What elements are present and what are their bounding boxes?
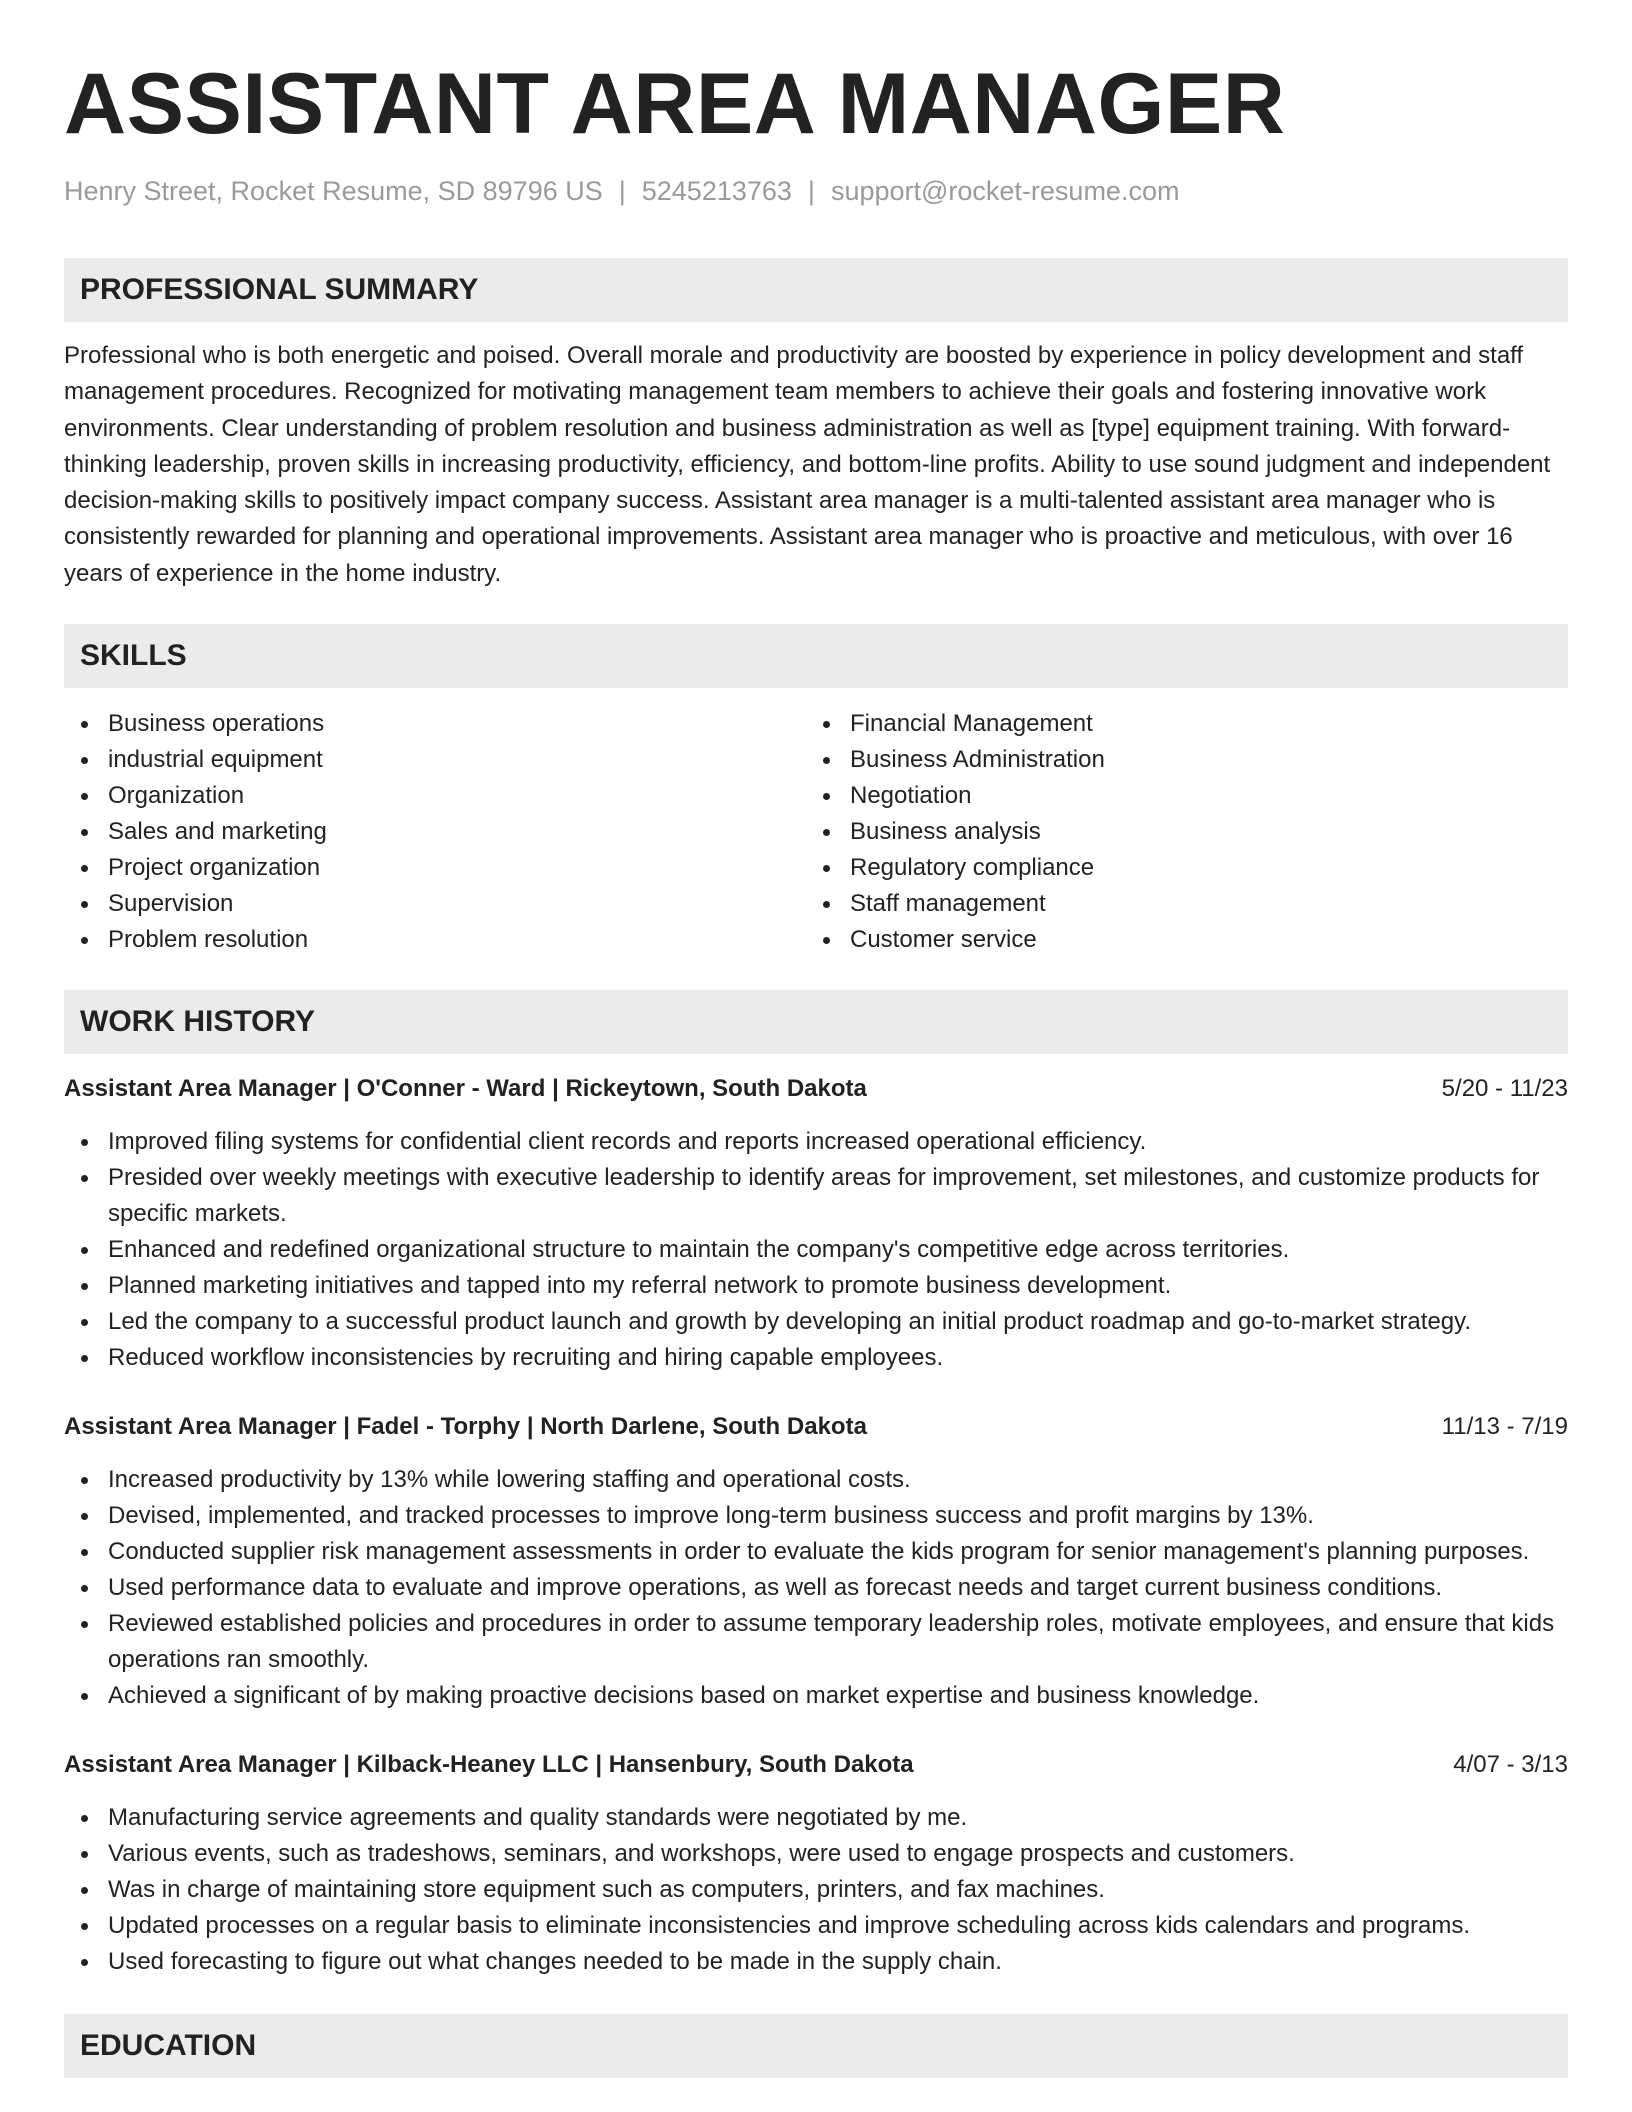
job-dates: 4/07 - 3/13 [1453,1751,1568,1779]
job-bullet: Was in charge of maintaining store equipment such as computers, printers, and fax machines. [64,1872,1568,1908]
resume-title: ASSISTANT AREA MANAGER [64,56,1286,152]
job-bullet: Updated processes on a regular basis to eliminate inconsistencies and improve scheduling across kids calendars and programs. [64,1908,1568,1944]
job-bullet: Used performance data to evaluate and improve operations, as well as forecast needs and target current business conditions. [64,1570,1568,1606]
section-header-education: EDUCATION [64,2014,1568,2078]
job-bullet: Led the company to a successful product launch and growth by developing an initial product roadmap and go-to-market strategy. [64,1304,1568,1340]
contact-phone: 5245213763 [641,176,792,206]
skill-item: Project organization [64,850,806,886]
job-bullet: Used forecasting to figure out what changes needed to be made in the supply chain. [64,1944,1568,1980]
job-dates: 11/13 - 7/19 [1441,1413,1568,1441]
skill-item: Sales and marketing [64,814,806,850]
job-entry [64,1410,1568,1714]
skill-item: Staff management [806,886,1566,922]
job-bullet: Enhanced and redefined organizational structure to maintain the company's competitive edge across territories. [64,1232,1568,1268]
skill-item: Problem resolution [64,922,806,958]
job-title: Assistant Area Manager | Kilback-Heaney LLC | Hansenbury, South Dakota [64,1751,914,1779]
section-header-work-history: WORK HISTORY [64,990,1568,1054]
contact-separator: | [807,176,815,206]
skill-item: Customer service [806,922,1566,958]
job-bullet: Increased productivity by 13% while lowering staffing and operational costs. [64,1462,1568,1498]
contact-separator: | [618,176,626,206]
job-bullet: Presided over weekly meetings with executive leadership to identify areas for improvement, set milestones, and customize products for specific markets. [64,1160,1568,1232]
job-dates: 5/20 - 11/23 [1441,1075,1568,1103]
skill-item: Business Administration [806,742,1566,778]
job-entry [64,1748,1568,1980]
job-bullet: Achieved a significant of by making proactive decisions based on market expertise and business knowledge. [64,1678,1568,1714]
job-bullets [64,1124,1568,1376]
skill-item: Negotiation [806,778,1566,814]
skill-item: Business analysis [806,814,1566,850]
job-bullets [64,1462,1568,1714]
skills-list [64,706,1568,958]
skill-item: Financial Management [806,706,1566,742]
skill-item: Organization [64,778,806,814]
job-bullet: Various events, such as tradeshows, seminars, and workshops, were used to engage prospects and customers. [64,1836,1568,1872]
section-header-skills: SKILLS [64,624,1568,688]
summary-text: Professional who is both energetic and poised. Overall morale and productivity are boosted by experience in policy development and staff management procedures. Recognized for motivating management team members to achieve their goals and fostering innovative work environments. Clear understanding of problem resolution and business administration as well as [type] equipment training. With forward-thinking leadership, proven skills in increasing productivity, efficiency, and bottom-line profits. Ability to use sound judgment and independent decision-making skills to positively impact company success. Assistant area manager is a multi-talented assistant area manager who is consistently rewarded for planning and operational improvements. Assistant area manager who is proactive and meticulous, with over 16 years of experience in the home industry. [64,342,1551,587]
skill-item: Supervision [64,886,806,922]
contact-line [64,174,1568,208]
skill-item: Regulatory compliance [806,850,1566,886]
job-bullet: Conducted supplier risk management assessments in order to evaluate the kids program for senior management's planning purposes. [64,1534,1568,1570]
job-bullets [64,1800,1568,1980]
section-header-summary: PROFESSIONAL SUMMARY [64,258,1568,322]
contact-address: Henry Street, Rocket Resume, SD 89796 US [64,176,603,206]
job-bullet: Improved filing systems for confidential client records and reports increased operational efficiency. [64,1124,1568,1160]
job-title-row [64,1072,1568,1106]
job-title-row [64,1748,1568,1782]
skills-column-right [806,706,1566,958]
job-title: Assistant Area Manager | Fadel - Torphy | North Darlene, South Dakota [64,1413,867,1441]
job-title: Assistant Area Manager | O'Conner - Ward | Rickeytown, South Dakota [64,1075,867,1103]
skills-column-left [64,706,806,958]
contact-email: support@rocket-resume.com [830,176,1180,206]
job-bullet: Planned marketing initiatives and tapped into my referral network to promote business development. [64,1268,1568,1304]
job-title-row [64,1410,1568,1444]
job-bullet: Manufacturing service agreements and quality standards were negotiated by me. [64,1800,1568,1836]
job-entry [64,1072,1568,1376]
job-bullet: Reduced workflow inconsistencies by recruiting and hiring capable employees. [64,1340,1568,1376]
skill-item: industrial equipment [64,742,806,778]
skill-item: Business operations [64,706,806,742]
job-bullet: Reviewed established policies and procedures in order to assume temporary leadership roles, motivate employees, and ensure that kids operations ran smoothly. [64,1606,1568,1678]
job-bullet: Devised, implemented, and tracked processes to improve long-term business success and profit margins by 13%. [64,1498,1568,1534]
